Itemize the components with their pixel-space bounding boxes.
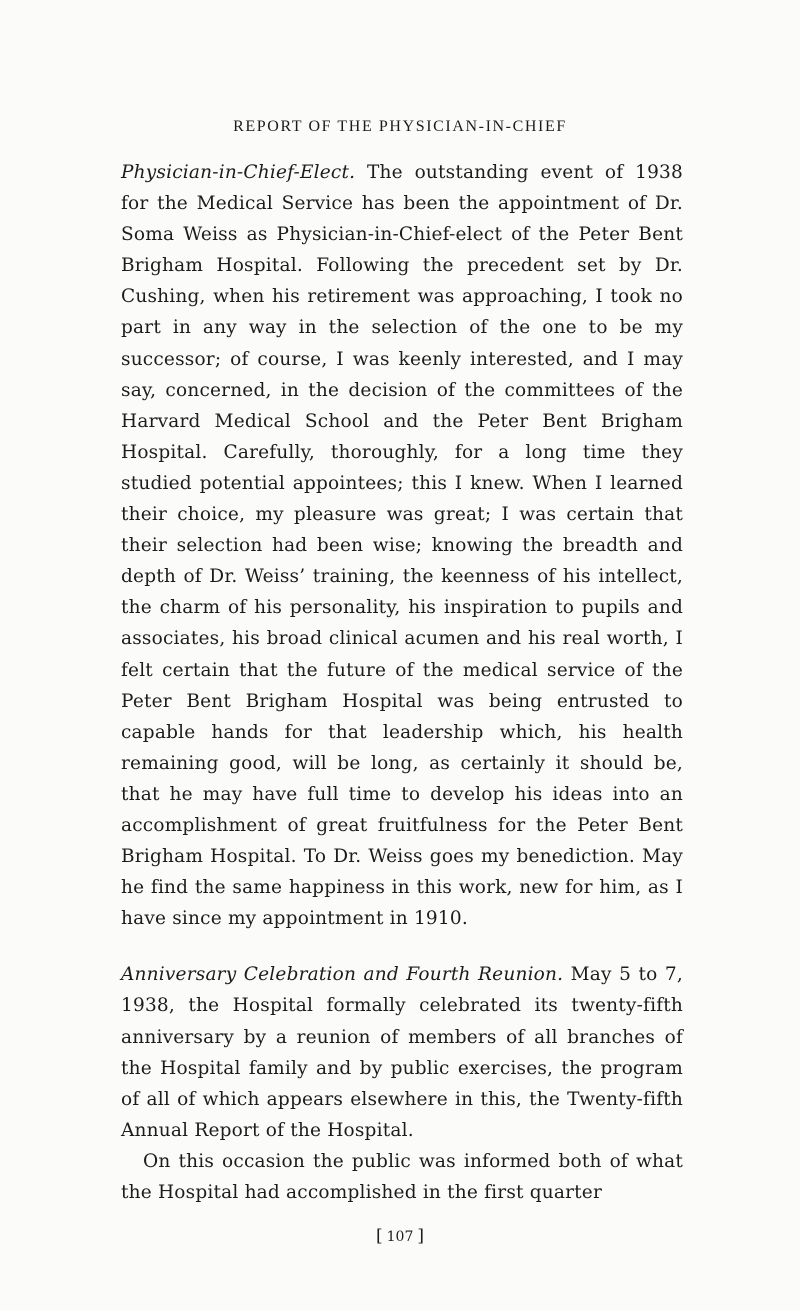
- paragraph-continuation: [121, 1146, 683, 1208]
- folio-left-bracket: [: [375, 1226, 383, 1246]
- paragraph-text: The outstanding event of 1938 for the Medical Service has been the appointment of Dr. Soma Weiss as Physician-in-Chief-elect of the Peter Bent Brigham Hospital. Following the precedent set by Dr. Cushing, when his retirement was approaching, I took no part in any way in the selection of the one to be my successor; of course, I was keenly interested, and I may say, concerned, in the decision of the committees of the Harvard Medical School and the Peter Bent Brigham Hospital. Carefully, thoroughly, for a long time they studied potential appointees; this I knew. When I learned their choice, my pleasure was great; I was certain that their selection had been wise; knowing the breadth and depth of Dr. Weiss’ training, the keenness of his intellect, the charm of his personality, his inspiration to pupils and associates, his broad clinical acumen and his real worth, I felt certain that the future of the medical service of the Peter Bent Brigham Hospital was being entrusted to capable hands for that leadership which, his health remaining good, will be long, as certainly it should be, that he may have full time to develop his ideas into an accomplishment of great fruitfulness for the Peter Bent Brigham Hospital. To Dr. Weiss goes my benediction. May he find the same happiness in this work, new for him, as I have since my appointment in 1910.: [121, 162, 683, 930]
- section-heading-anniversary-celebration: Anniversary Celebration and Fourth Reunion.: [121, 964, 564, 986]
- paragraph-text: May 5 to 7, 1938, the Hospital formally celebrated its twenty-fifth anniversary by a reunion of members of all branches of the Hospital family and by public exercises, the program of all of which appears elsewhere in this, the Twenty-fifth Annual Report of the Hospital.: [121, 964, 683, 1141]
- running-head: REPORT OF THE PHYSICIAN-IN-CHIEF: [233, 118, 567, 135]
- page-number: [0, 1226, 800, 1246]
- section-heading-physician-in-chief-elect: Physician-in-Chief-Elect.: [121, 162, 356, 183]
- folio-right-bracket: ]: [417, 1226, 424, 1246]
- paragraph-text: On this occasion the public was informed both of what the Hospital had accomplished in the first quarter: [121, 1150, 683, 1203]
- folio-number: 107: [386, 1229, 414, 1245]
- paragraph-anniversary-celebration: [121, 959, 683, 1146]
- paragraph-physician-in-chief-elect: [121, 157, 683, 934]
- body-text: [121, 157, 683, 1208]
